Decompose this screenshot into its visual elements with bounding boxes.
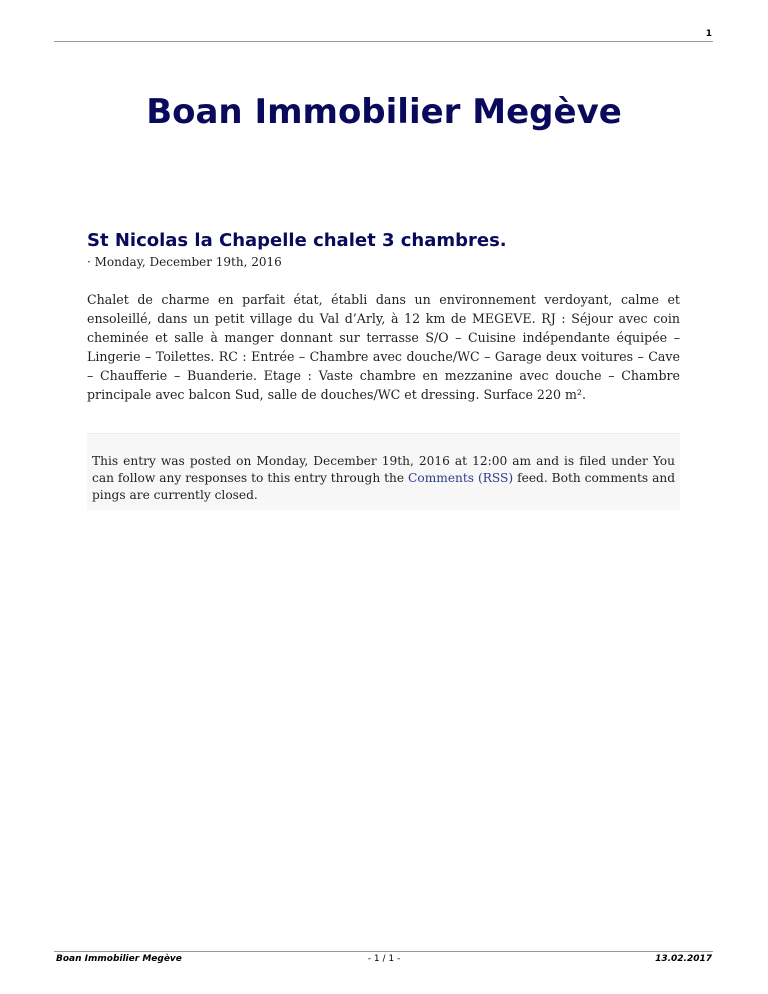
post-metadata-text	[92, 453, 675, 504]
postmeta-text-before: This entry was posted on Monday, December 19th, 2016 at 12:00 am and is filed under You can follow any responses to this entry through the	[92, 454, 675, 485]
site-title: Boan Immobilier Megève	[146, 92, 622, 132]
comments-rss-link[interactable]: Comments (RSS)	[408, 471, 514, 485]
page-number: 1	[705, 29, 712, 39]
footer-divider	[54, 951, 713, 952]
footer-page-count: - 1 / 1 -	[367, 954, 401, 964]
footer-site-name: Boan Immobilier Megève	[56, 954, 182, 964]
postmeta-text-after: feed. Both comments and pings are currently closed.	[92, 471, 675, 502]
post-body: Chalet de charme en parfait état, établi dans un environnement verdoyant, calme et ensoleillé, dans un petit village du Val d’Arly, à 12 km de MEGEVE. RJ : Séjour avec coin cheminée et salle à manger donnant sur terrasse S/O – Cuisine indépendante équipée – Lingerie – Toilettes. RC : Entrée – Chambre avec douche/WC – Garage deux voitures – Cave – Chaufferie – Buanderie. Etage : Vaste chambre en mezzanine avec douche – Chambre principale avec balcon Sud, salle de douches/WC et dressing. Surface 220 m².	[87, 292, 680, 402]
post-date: · Monday, December 19th, 2016	[87, 255, 282, 269]
post-metadata-box	[87, 433, 680, 510]
post-title: St Nicolas la Chapelle chalet 3 chambres.	[87, 230, 507, 251]
header-divider	[54, 41, 713, 42]
footer-date: 13.02.2017	[655, 954, 712, 964]
